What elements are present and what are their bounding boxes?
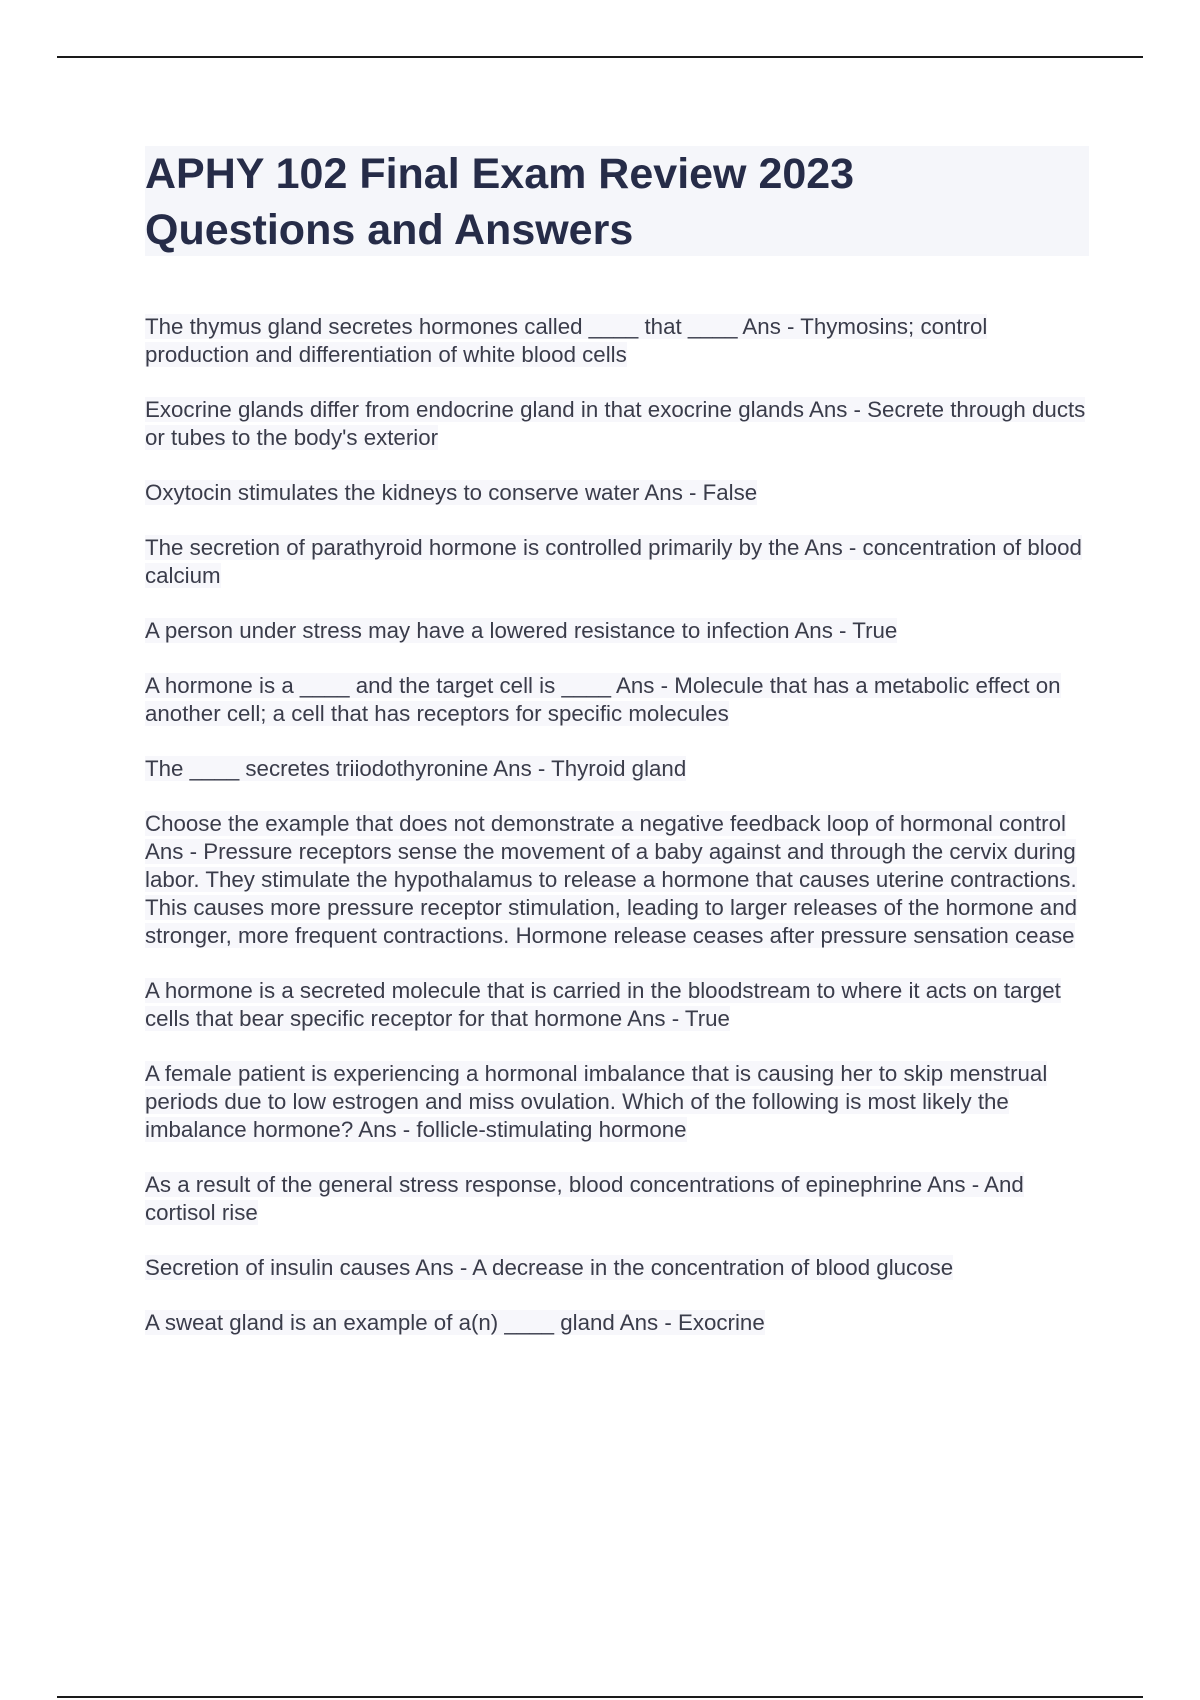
qa-item (145, 1309, 1089, 1337)
title-line-1: APHY 102 Final Exam Review 2023 (145, 150, 855, 198)
qa-text: A female patient is experiencing a hormonal imbalance that is causing her to skip menstrual periods due to low estrogen and miss ovulation. Which of the following is most likely the imbalance hormone? Ans - follicle-stimulating hormone (145, 1061, 1048, 1142)
qa-item (145, 479, 1089, 507)
qa-item (145, 1254, 1089, 1282)
qa-item (145, 617, 1089, 645)
qa-text: Oxytocin stimulates the kidneys to conserve water Ans - False (145, 480, 758, 505)
qa-text: The thymus gland secretes hormones called ____ that ____ Ans - Thymosins; control production and differentiation of white blood cells (145, 314, 988, 367)
qa-text: As a result of the general stress response, blood concentrations of epinephrine Ans - And cortisol rise (145, 1172, 1024, 1225)
document-title (145, 146, 1089, 258)
qa-text: Exocrine glands differ from endocrine gland in that exocrine glands Ans - Secrete through ducts or tubes to the body's exterior (145, 397, 1086, 450)
qa-item (145, 313, 1089, 369)
qa-list (145, 313, 1089, 1364)
qa-text: Secretion of insulin causes Ans - A decrease in the concentration of blood glucose (145, 1255, 954, 1280)
qa-item (145, 1171, 1089, 1227)
qa-item (145, 672, 1089, 728)
qa-text: A hormone is a ____ and the target cell is ____ Ans - Molecule that has a metabolic effect on another cell; a cell that has receptors for specific molecules (145, 673, 1061, 726)
qa-text: The ____ secretes triiodothyronine Ans - Thyroid gland (145, 756, 687, 781)
title-line-2: Questions and Answers (145, 206, 634, 254)
qa-item (145, 396, 1089, 452)
qa-text: A hormone is a secreted molecule that is carried in the bloodstream to where it acts on target cells that bear specific receptor for that hormone Ans - True (145, 978, 1061, 1031)
qa-text: A person under stress may have a lowered resistance to infection Ans - True (145, 618, 898, 643)
qa-item (145, 810, 1089, 950)
bottom-rule (57, 1696, 1143, 1698)
qa-item (145, 755, 1089, 783)
qa-text: A sweat gland is an example of a(n) ____ gland Ans - Exocrine (145, 1310, 765, 1335)
top-rule (57, 56, 1143, 58)
qa-item (145, 1060, 1089, 1144)
title-block (145, 146, 1089, 256)
qa-text: The secretion of parathyroid hormone is controlled primarily by the Ans - concentration of blood calcium (145, 535, 1082, 588)
qa-item (145, 534, 1089, 590)
qa-text: Choose the example that does not demonstrate a negative feedback loop of hormonal control Ans - Pressure receptors sense the movement of a baby against and through the cervix during labor. They stimulate the hypothalamus to release a hormone that causes uterine contractions. This causes more pressure receptor stimulation, leading to larger releases of the hormone and stronger, more frequent contractions. Hormone release ceases after pressure sensation cease (145, 811, 1077, 948)
qa-item (145, 977, 1089, 1033)
